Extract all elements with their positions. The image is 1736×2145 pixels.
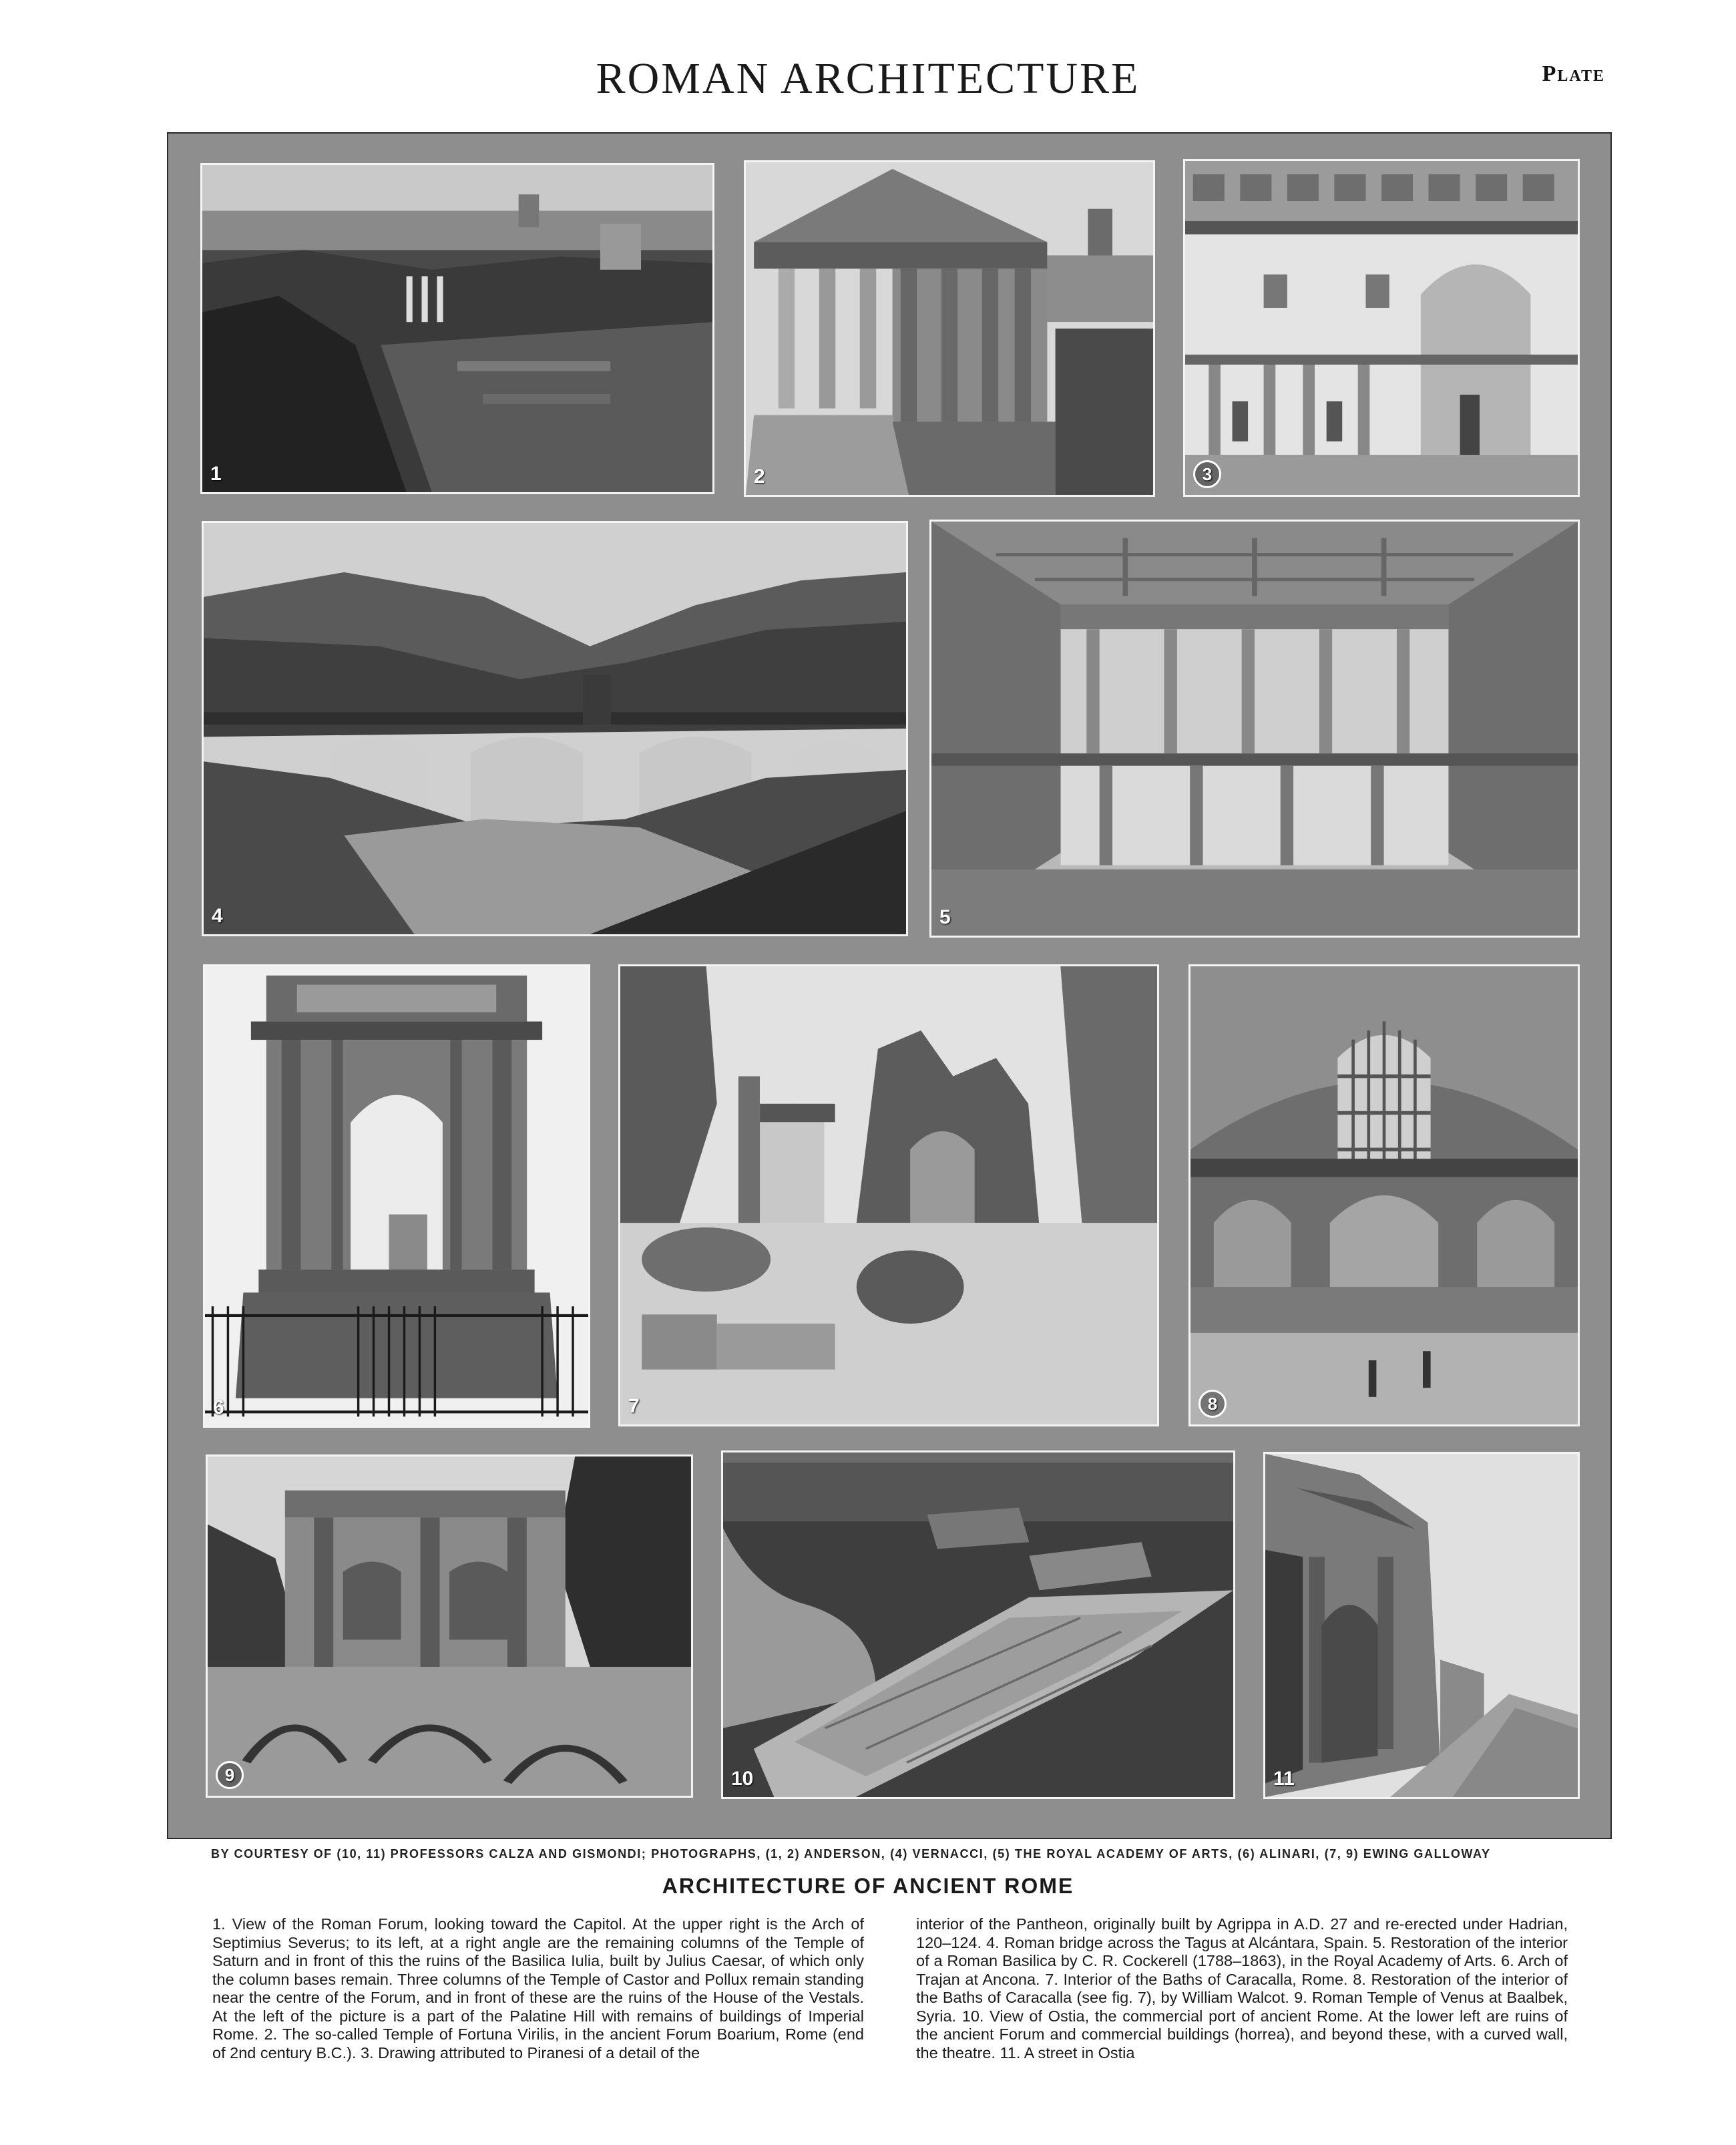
figure-number: 11 bbox=[1273, 1768, 1295, 1790]
photo-ostia-aerial-view bbox=[721, 1450, 1235, 1799]
photo-roman-basilica-restoration bbox=[929, 520, 1580, 938]
plate-label: Plate bbox=[1542, 61, 1605, 86]
caption-text-right-column: interior of the Pantheon, originally built by Agrippa in A.D. 27 and re-erected under Hadrian, 120–124. 4. Roman bridge across the Tagus at Alcántara, Spain. 5. Restoration of the interior of a Roman Basilica by C. R. Cockerell (1788–1863), in the Royal Academy of Arts. 6. Arch of Trajan at Ancona. 7. Interior of the Baths of Caracalla, Rome. 8. Restoration of the interior of the Baths of Caracalla (see fig. 7), by William Walcot. 9. Roman Temple of Venus at Baalbek, Syria. 10. View of Ostia, the commercial port of ancient Rome. At the lower left are ruins of the ancient Forum and commercial buildings (horrea), and beyond these, with a curved wall, the theatre. 11. A street in Ostia bbox=[916, 1915, 1568, 2062]
figure-number: 2 bbox=[754, 465, 765, 488]
photo-roman-forum bbox=[200, 163, 714, 494]
figure-number: 6 bbox=[213, 1396, 224, 1418]
figure-number: 3 bbox=[1193, 460, 1221, 488]
figure-number: 8 bbox=[1199, 1390, 1227, 1418]
figure-number: 4 bbox=[212, 905, 223, 927]
photo-bridge-alcantara bbox=[202, 521, 908, 936]
figure-number: 9 bbox=[216, 1761, 244, 1789]
figure-number: 10 bbox=[731, 1768, 754, 1790]
plate-frame bbox=[167, 132, 1612, 1839]
figure-number: 7 bbox=[628, 1395, 640, 1417]
photo-temple-fortuna-virilis bbox=[744, 160, 1155, 497]
caption-text-left-column: 1. View of the Roman Forum, looking toward the Capitol. At the upper right is the Arch of Septimius Severus; to its left, at a right angle are the remaining columns of the Temple of Saturn and in front of this the ruins of the Basilica Iulia, built by Julius Caesar, of which only the column bases remain. Three columns of the Temple of Castor and Pollux remain standing near the centre of the Forum, and in front of these are the ruins of the House of the Vestals. At the left of the picture is a part of the Palatine Hill with remains of buildings of Imperial Rome. 2. The so-called Temple of Fortuna Virilis, in the ancient Forum Boarium, Rome (end of 2nd century B.C.). 3. Drawing attributed to Piranesi of a detail of the bbox=[212, 1915, 864, 2062]
photo-baths-of-caracalla bbox=[618, 964, 1159, 1426]
photo-temple-of-venus-baalbek bbox=[206, 1454, 693, 1798]
figure-number: 5 bbox=[939, 906, 951, 928]
page-title: ROMAN ARCHITECTURE bbox=[596, 54, 1140, 103]
figure-number: 1 bbox=[210, 463, 222, 485]
photo-credit-line: BY COURTESY OF (10, 11) PROFESSORS CALZA AND GISMONDI; PHOTOGRAPHS, (1, 2) ANDERSON, (4) VERNACCI, (5) THE ROYAL ACADEMY OF ARTS, (6) ALINARI, (7, 9) EWING GALLOWAY bbox=[211, 1847, 1491, 1861]
caption-heading: ARCHITECTURE OF ANCIENT ROME bbox=[662, 1874, 1074, 1898]
photo-arch-of-trajan-ancona bbox=[203, 964, 590, 1428]
photo-pantheon-interior-drawing bbox=[1183, 159, 1580, 497]
photo-street-in-ostia bbox=[1263, 1452, 1580, 1799]
photo-baths-restoration-walcot bbox=[1188, 964, 1580, 1426]
